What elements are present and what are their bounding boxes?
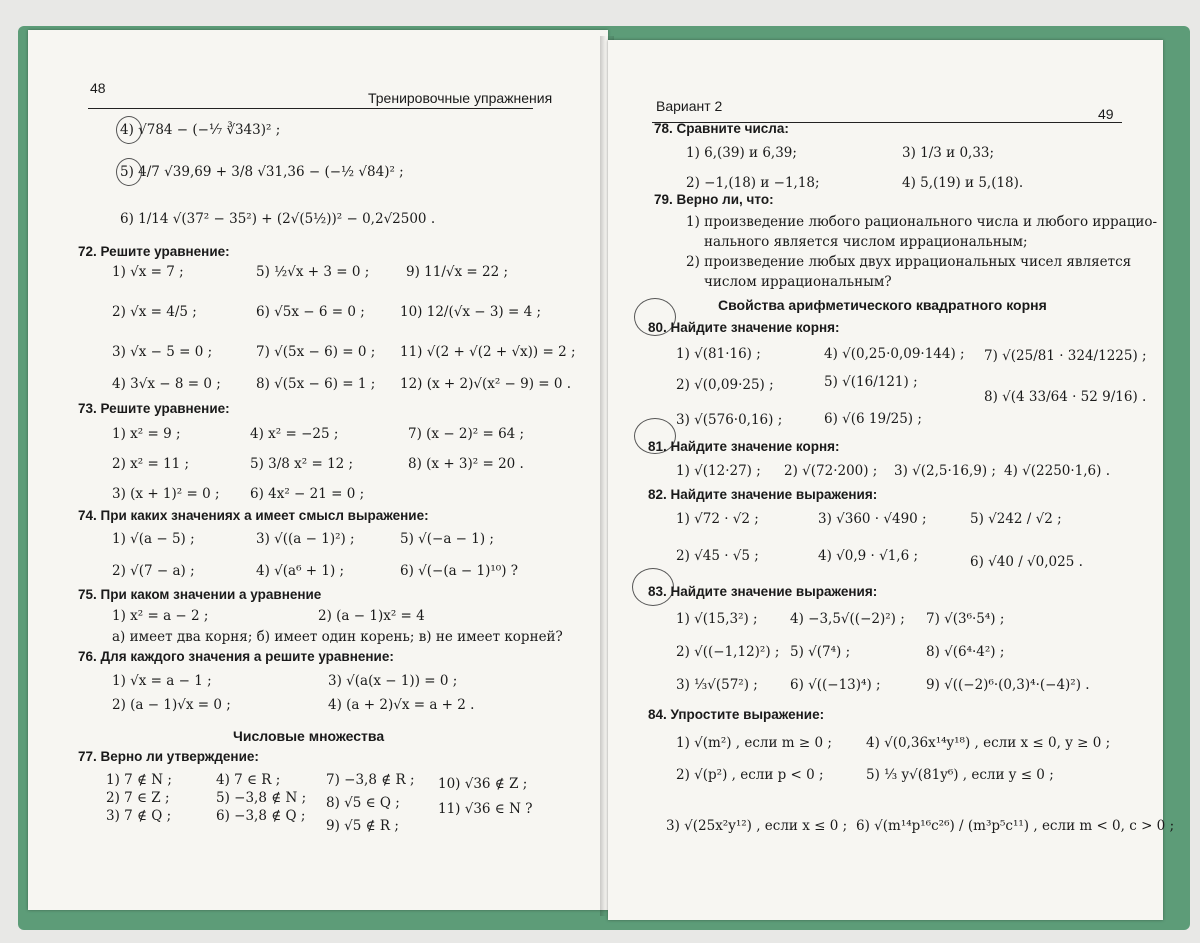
exercise-item: 5) √242 / √2 ; (970, 511, 1062, 527)
task-78-heading: 78. Сравните числа: (654, 121, 789, 136)
exercise-item: 1) x² = 9 ; (112, 426, 181, 442)
exercise-item: 2) √((−1,12)²) ; (676, 644, 780, 660)
task-73-heading: 73. Решите уравнение: (78, 401, 230, 416)
left-page (28, 30, 608, 910)
right-page (608, 40, 1175, 920)
task-74-heading: 74. При каких значениях a имеет смысл выражение: (78, 508, 429, 523)
task-81-heading: 81. Найдите значение корня: (648, 439, 840, 454)
exercise-item: 5) ⅓ y√(81y⁶) , если y ≤ 0 ; (866, 767, 1054, 783)
exercise-item: 4) √(0,36x¹⁴y¹⁸) , если x ≤ 0, y ≥ 0 ; (866, 735, 1111, 751)
exercise-item: 2) −1,(18) и −1,18; (686, 175, 820, 191)
exercise-item: 2) √45 · √5 ; (676, 548, 759, 564)
exercise-item: 6) 4x² − 21 = 0 ; (250, 486, 365, 502)
exercise-item: 5) 3/8 x² = 12 ; (250, 456, 354, 472)
task-83-heading: 83. Найдите значение выражения: (648, 584, 878, 599)
exercise-item: 2) √(7 − a) ; (112, 563, 195, 579)
section-title-sqrt-properties: Свойства арифметического квадратного корня (718, 297, 1047, 313)
exercise-item: 7) (x − 2)² = 64 ; (408, 426, 525, 442)
exercise-text: 2) произведение любых двух иррациональных чисел является (686, 254, 1132, 270)
exercise-item: 4) x² = −25 ; (250, 426, 339, 442)
exercise-item: 4) (a + 2)√x = a + 2 . (328, 697, 475, 713)
exercise-item: 3) √360 · √490 ; (818, 511, 927, 527)
exercise-item: 5) √(16/121) ; (824, 374, 918, 390)
exercise-item: 2) √(72·200) ; (784, 463, 878, 479)
exercise-item: 4) 7 ∈ R ; (216, 772, 281, 788)
exercise-item: 9) √((−2)⁶·(0,3)⁴·(−4)²) . (926, 677, 1090, 693)
exercise-item: 3) √(576·0,16) ; (676, 412, 783, 428)
exercise-item: 7) √(5x − 6) = 0 ; (256, 344, 376, 360)
variant-label: Вариант 2 (656, 98, 723, 114)
exercise-item: 5) ½√x + 3 = 0 ; (256, 264, 370, 280)
exercise-item: 6) √5x − 6 = 0 ; (256, 304, 365, 320)
exercise-item: 1) √(81·16) ; (676, 346, 761, 362)
exercise-item: 5) −3,8 ∉ N ; (216, 790, 307, 806)
exercise-item: 4) √0,9 · √1,6 ; (818, 548, 919, 564)
exercise-line: 4) √784 − (−⅐ ∛343)² ; (120, 122, 281, 138)
exercise-item: 6) √((−13)⁴) ; (790, 677, 881, 693)
exercise-item: 3) √(2,5·16,9) ; (894, 463, 996, 479)
exercise-item: 1) √(a − 5) ; (112, 531, 195, 547)
exercise-item: 7) √(25/81 · 324/1225) ; (984, 348, 1147, 364)
exercise-item: 1) √x = a − 1 ; (112, 673, 212, 689)
task-75-heading: 75. При каком значении a уравнение (78, 587, 322, 602)
exercise-item: 4) √(0,25·0,09·144) ; (824, 346, 965, 362)
task-82-heading: 82. Найдите значение выражения: (648, 487, 878, 502)
exercise-item: 4) 5,(19) и 5,(18). (902, 175, 1024, 191)
exercise-item: 2) √x = 4/5 ; (112, 304, 197, 320)
exercise-item: 12) (x + 2)√(x² − 9) = 0 . (400, 376, 572, 392)
page-number-right: 49 (1098, 106, 1114, 122)
exercise-text: 1) произведение любого рационального числа и любого иррацио- (686, 214, 1158, 230)
page-number-left: 48 (90, 80, 106, 96)
exercise-item: 3) ⅓√(57²) ; (676, 677, 758, 693)
exercise-line: 6) 1/14 √(37² − 35²) + (2√(5½))² − 0,2√2500 . (120, 211, 436, 227)
task-76-heading: 76. Для каждого значения a решите уравнение: (78, 649, 394, 664)
task-84-heading: 84. Упростите выражение: (648, 707, 825, 722)
exercise-item: 3) √(a(x − 1)) = 0 ; (328, 673, 458, 689)
exercise-item: 5) √(7⁴) ; (790, 644, 851, 660)
exercise-text: числом иррациональным? (704, 274, 892, 290)
exercise-item: 1) √(15,3²) ; (676, 611, 758, 627)
exercise-item: 1) √72 · √2 ; (676, 511, 759, 527)
exercise-item: 5) √(−a − 1) ; (400, 531, 494, 547)
exercise-item: 6) √(−(a − 1)¹⁰) ? (400, 563, 519, 579)
exercise-item: 11) √(2 + √(2 + √x)) = 2 ; (400, 344, 576, 360)
exercise-item: 8) √(6⁴·4²) ; (926, 644, 1005, 660)
exercise-item: 2) √(p²) , если p < 0 ; (676, 767, 824, 783)
exercise-item: 10) √36 ∉ Z ; (438, 776, 528, 792)
task-79-heading: 79. Верно ли, что: (654, 192, 774, 207)
exercise-item: 8) √5 ∈ Q ; (326, 795, 400, 811)
exercise-item: 4) 3√x − 8 = 0 ; (112, 376, 221, 392)
exercise-item: 9) √5 ∉ R ; (326, 818, 399, 834)
exercise-line: 5) 4/7 √39,69 + 3/8 √31,36 − (−½ √84)² ; (120, 164, 404, 180)
exercise-item: 6) −3,8 ∉ Q ; (216, 808, 306, 824)
exercise-item: 4) √(a⁶ + 1) ; (256, 563, 345, 579)
exercise-item: 6) √40 / √0,025 . (970, 554, 1083, 570)
exercise-text: нального является числом иррациональным; (704, 234, 1028, 250)
exercise-item: 1) x² = a − 2 ; (112, 608, 209, 624)
exercise-item: 4) −3,5√((−2)²) ; (790, 611, 905, 627)
exercise-item: 3) (x + 1)² = 0 ; (112, 486, 220, 502)
exercise-item: 1) √(12·27) ; (676, 463, 761, 479)
exercise-item: 1) √x = 7 ; (112, 264, 184, 280)
exercise-item: 2) x² = 11 ; (112, 456, 190, 472)
exercise-item: 6) √(m¹⁴p¹⁶c²⁶) / (m³p⁵c¹¹) , если m < 0, c > 0 ; (856, 818, 1175, 834)
exercise-item: 3) √x − 5 = 0 ; (112, 344, 213, 360)
exercise-item: 2) (a − 1)x² = 4 (318, 608, 425, 624)
exercise-item: 10) 12/(√x − 3) = 4 ; (400, 304, 542, 320)
exercise-item: 8) √(5x − 6) = 1 ; (256, 376, 376, 392)
exercise-item: 9) 11/√x = 22 ; (406, 264, 509, 280)
exercise-item: 3) 1/3 и 0,33; (902, 145, 995, 161)
exercise-item: 2) √(0,09·25) ; (676, 377, 774, 393)
exercise-item: 7) √(3⁶·5⁴) ; (926, 611, 1005, 627)
exercise-item: 8) √(4 33/64 · 52 9/16) . (984, 389, 1147, 405)
exercise-item: 3) √((a − 1)²) ; (256, 531, 355, 547)
exercise-item: 3) √(25x²y¹²) , если x ≤ 0 ; (666, 818, 848, 834)
left-header-rule (88, 108, 533, 109)
task-80-heading: 80. Найдите значение корня: (648, 320, 840, 335)
exercise-item: 8) (x + 3)² = 20 . (408, 456, 524, 472)
exercise-item: 4) √(2250·1,6) . (1004, 463, 1110, 479)
exercise-item: 7) −3,8 ∉ R ; (326, 772, 415, 788)
exercise-text: а) имеет два корня; б) имеет один корень; в) не имеет корней? (112, 629, 563, 645)
task-72-heading: 72. Решите уравнение: (78, 244, 230, 259)
exercise-item: 6) √(6 19/25) ; (824, 411, 922, 427)
section-title-number-sets: Числовые множества (233, 728, 385, 744)
left-page-header: Тренировочные упражнения (368, 90, 553, 106)
exercise-item: 11) √36 ∈ N ? (438, 801, 533, 817)
exercise-item: 1) √(m²) , если m ≥ 0 ; (676, 735, 832, 751)
exercise-item: 2) (a − 1)√x = 0 ; (112, 697, 231, 713)
exercise-item: 1) 7 ∉ N ; (106, 772, 172, 788)
exercise-item: 3) 7 ∉ Q ; (106, 808, 172, 824)
exercise-item: 1) 6,(39) и 6,39; (686, 145, 797, 161)
exercise-item: 2) 7 ∈ Z ; (106, 790, 170, 806)
task-77-heading: 77. Верно ли утверждение: (78, 749, 259, 764)
